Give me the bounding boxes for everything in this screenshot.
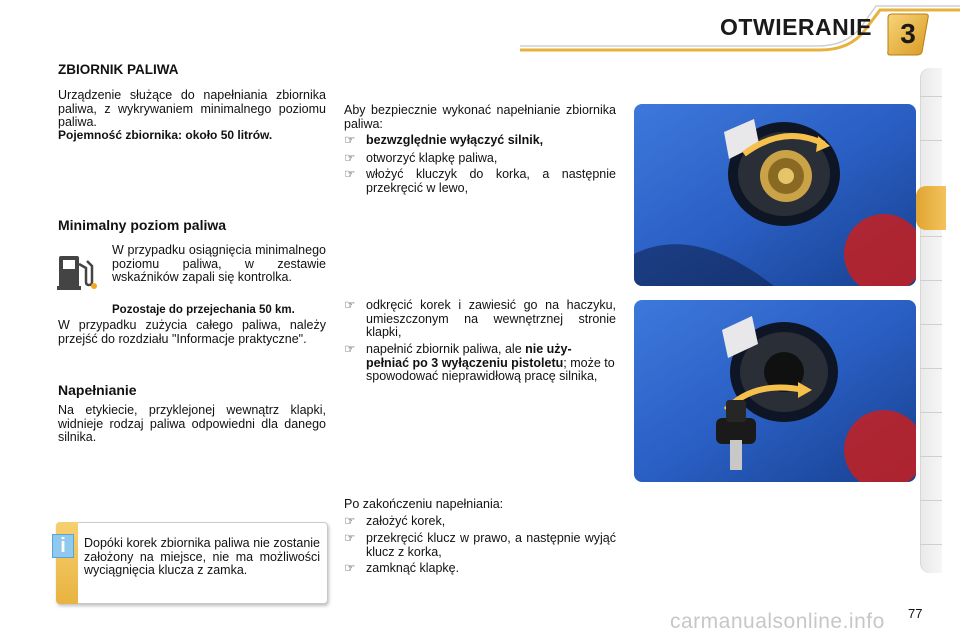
tab-divider xyxy=(920,412,942,413)
step-item xyxy=(344,134,616,150)
refuel-label-text: Na etykiecie, przyklejonej wewnątrz klapki, widnieje rodzaj paliwa odpowiedni dla danego silnika. xyxy=(58,403,326,444)
watermark-text: carmanualsonline.info xyxy=(670,610,885,633)
step-text: założyć korek, xyxy=(366,514,446,528)
bullet-hand-icon: ☞ xyxy=(344,514,356,528)
bullet-hand-icon: ☞ xyxy=(344,167,356,181)
step-text: włożyć kluczyk do korka, a następnie przekręcić w lewo, xyxy=(366,167,616,195)
info-text: Dopóki korek zbiornika paliwa nie zostanie założony na miejsce, nie ma możliwości wyciągnięcia klucza z zamka. xyxy=(84,536,320,577)
bullet-hand-icon: ☞ xyxy=(344,561,356,575)
info-icon: i xyxy=(52,534,74,558)
capacity-text: Pojemność zbiornika: około 50 litrów. xyxy=(58,128,273,142)
step-text-bold: nie uży- xyxy=(525,342,572,356)
tab-divider xyxy=(920,96,942,97)
refuel-title: Napełnianie xyxy=(58,382,137,398)
page-number: 77 xyxy=(908,606,923,621)
step-text xyxy=(366,343,616,384)
tab-divider xyxy=(920,140,942,141)
tab-divider xyxy=(920,280,942,281)
fuel-pump-icon xyxy=(56,252,98,292)
tab-divider xyxy=(920,456,942,457)
tab-divider xyxy=(920,368,942,369)
step-item xyxy=(344,532,616,562)
empty-tank-text: W przypadku zużycia całego paliwa, należy przejść do rozdziału "Informacje praktyczne". xyxy=(58,318,326,346)
bullet-hand-icon: ☞ xyxy=(344,298,356,312)
step-text: przekręcić klucz w prawo, a następnie wyjąć klucz z korka, xyxy=(366,531,616,559)
chapter-tabs xyxy=(920,68,942,573)
step-text: odkręcić korek i zawiesić go na haczyku, umieszczonym na wewnętrznej stronie klapki, xyxy=(366,298,616,339)
photo-fuel-cap-removed xyxy=(634,300,916,482)
step-item xyxy=(344,152,616,168)
step-text: bezwzględnie wyłączyć silnik, xyxy=(366,133,544,147)
step-text-bold2: pełniać po 3 wyłączeniu pistoletu xyxy=(366,355,564,370)
step-item xyxy=(344,299,616,343)
intro-text: Urządzenie służące do napełniania zbiornika paliwa, z wykrywaniem minimalnego poziomu paliwa. xyxy=(58,88,326,129)
step-item xyxy=(344,562,616,578)
step-text-a: napełnić zbiornik paliwa, ale xyxy=(366,342,526,356)
tab-divider xyxy=(920,500,942,501)
section-title: ZBIORNIK PALIWA xyxy=(58,62,179,77)
tab-divider xyxy=(920,544,942,545)
bullet-hand-icon: ☞ xyxy=(344,151,356,165)
chapter-number: 3 xyxy=(900,18,916,49)
min-level-text: W przypadku osiągnięcia minimalnego poziomu paliwa, w zestawie wskaźników zapali się kontrolka. xyxy=(112,243,326,284)
step-item xyxy=(344,515,616,531)
step-text: zamknąć klapkę. xyxy=(366,561,460,575)
page-header-title: OTWIERANIE xyxy=(720,14,872,40)
step-text-b: ; może to spowodować nieprawidłową pracę silnika, xyxy=(366,355,615,383)
min-level-title: Minimalny poziom paliwa xyxy=(58,217,227,233)
step-item xyxy=(344,343,616,399)
min-range-text: Pozostaje do przejechania 50 km. xyxy=(112,304,295,316)
step-item xyxy=(344,168,616,198)
safety-intro: Aby bezpiecznie wykonać napełnianie zbiornika paliwa: xyxy=(344,103,616,131)
bullet-hand-icon: ☞ xyxy=(344,133,356,147)
tab-divider xyxy=(920,236,942,237)
photo-fuel-cap-key xyxy=(634,104,916,286)
tab-divider xyxy=(920,324,942,325)
bullet-hand-icon: ☞ xyxy=(344,342,356,356)
chapter-tab-active[interactable] xyxy=(916,186,946,230)
bullet-hand-icon: ☞ xyxy=(344,531,356,545)
step-text: otworzyć klapkę paliwa, xyxy=(366,151,498,165)
after-refuel-intro: Po zakończeniu napełniania: xyxy=(344,497,504,511)
